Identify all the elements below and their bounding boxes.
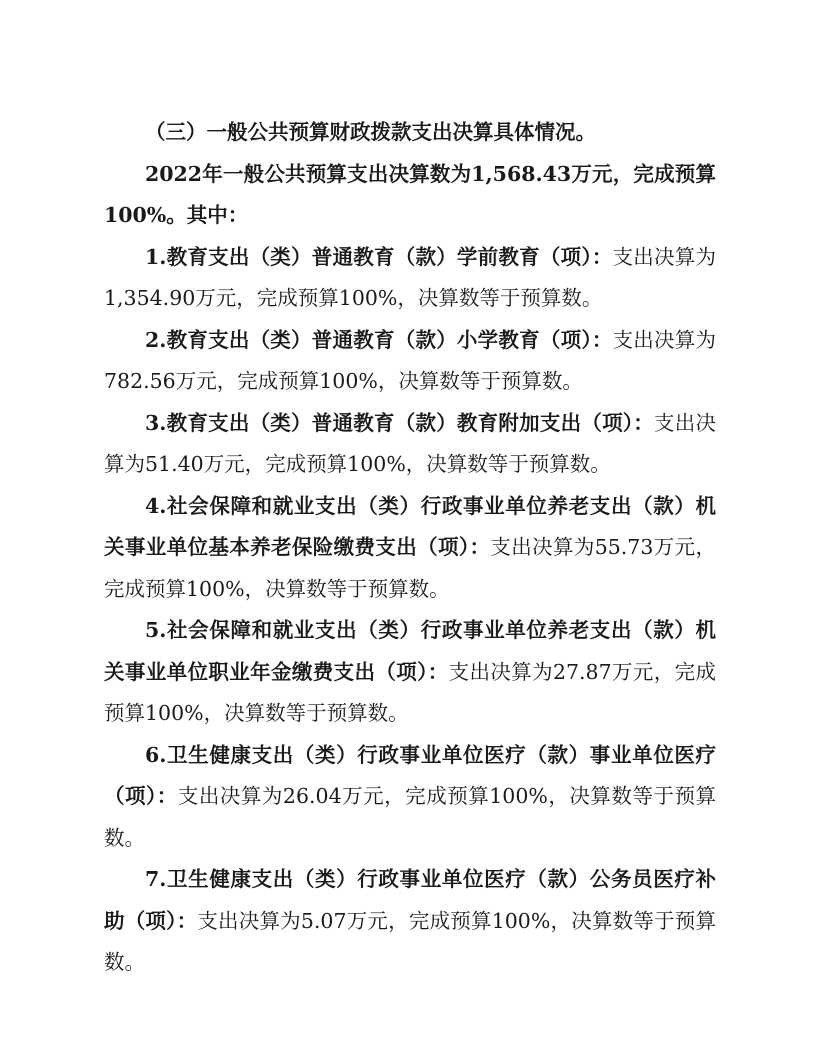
- item-body-2: 支出决算为782.56万元，完成预算100%，决算数等于预算数。: [104, 327, 717, 393]
- item-paragraph-4: [104, 486, 716, 611]
- item-paragraph-7: [104, 859, 716, 984]
- item-heading-3: 3.教育支出（类）普通教育（款）教育附加支出（项）：: [145, 410, 655, 435]
- item-paragraph-5: [104, 610, 716, 735]
- item-body-5: 支出决算为27.87万元，完成预算100%，决算数等于预算数。: [104, 659, 717, 725]
- item-paragraph-2: [104, 320, 716, 403]
- document-page: [104, 112, 716, 984]
- item-heading-2: 2.教育支出（类）普通教育（款）小学教育（项）：: [145, 327, 613, 352]
- item-paragraph-6: [104, 735, 716, 860]
- item-body-4: 支出决算为55.73万元，完成预算100%，决算数等于预算数。: [104, 535, 717, 601]
- item-body-1: 支出决算为1,354.90万元，完成预算100%，决算数等于预算数。: [104, 244, 717, 310]
- section-title: （三）一般公共预算财政拨款支出决算具体情况。: [145, 120, 596, 144]
- intro-paragraph: 2022年一般公共预算支出决算数为1,568.43万元，完成预算100%。其中：: [104, 161, 716, 227]
- item-heading-4: 4.社会保障和就业支出（类）行政事业单位养老支出（款）机关事业单位基本养老保险缴费支出（项）：: [104, 493, 716, 559]
- item-heading-7: 7.卫生健康支出（类）行政事业单位医疗（款）公务员医疗补助（项）：: [104, 867, 716, 933]
- item-heading-5: 5.社会保障和就业支出（类）行政事业单位养老支出（款）机关事业单位职业年金缴费支出（项）：: [104, 618, 716, 684]
- item-heading-6: 6.卫生健康支出（类）行政事业单位医疗（款）事业单位医疗（项）：: [104, 742, 716, 808]
- item-body-3: 支出决算为51.40万元，完成预算100%，决算数等于预算数。: [104, 410, 717, 476]
- item-body-7: 支出决算为5.07万元，完成预算100%，决算数等于预算数。: [104, 908, 716, 974]
- item-paragraph-1: [104, 237, 716, 320]
- item-heading-1: 1.教育支出（类）普通教育（款）学前教育（项）：: [145, 244, 613, 269]
- item-body-6: 支出决算为26.04万元，完成预算100%，决算数等于预算数。: [104, 784, 717, 850]
- item-paragraph-3: [104, 403, 716, 486]
